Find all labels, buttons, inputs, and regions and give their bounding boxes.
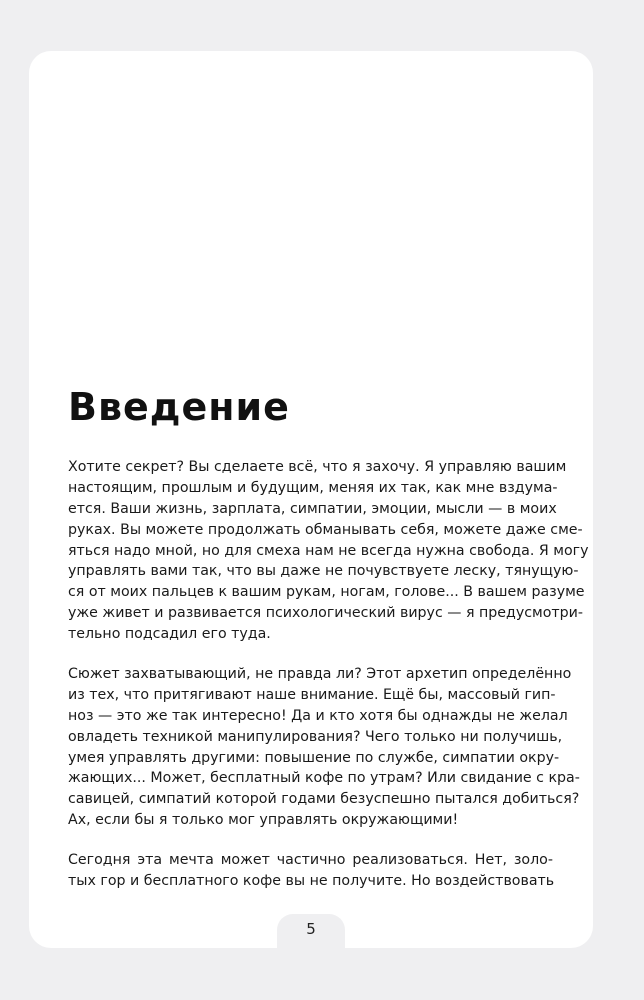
paragraph-3 xyxy=(68,850,553,892)
text-line: Сюжет захватывающий, не правда ли? Этот архетип определённо xyxy=(68,666,572,682)
text-line: тельно подсадил его туда. xyxy=(68,626,271,643)
page-number: 5 xyxy=(306,920,316,938)
text-line: Ах, если бы я только мог управлять окружающими! xyxy=(68,812,459,829)
text-line: тых гор и бесплатного кофе вы не получите. Но воздействовать xyxy=(68,872,555,889)
text-line: умея управлять другими: повышение по службе, симпатии окру- xyxy=(68,749,560,766)
paragraph-1 xyxy=(68,457,589,645)
text-line: яться надо мной, но для смеха нам не всегда нужна свобода. Я могу xyxy=(68,542,589,559)
text-line: управлять вами так, что вы даже не почувствуете леску, тянущую- xyxy=(68,563,579,580)
text-line: овладеть техникой манипулирования? Чего только ни получишь, xyxy=(68,728,563,745)
text-line: из тех, что притягивают наше внимание. Ещё бы, массовый гип- xyxy=(68,686,556,703)
text-line: савицей, симпатий которой годами безуспешно пытался добиться? xyxy=(68,791,580,808)
text-line: уже живет и развивается психологический вирус — я предусмотри- xyxy=(68,605,584,622)
book-page xyxy=(29,51,593,948)
text-line: ется. Ваши жизнь, зарплата, симпатии, эмоции, мысли — в моих xyxy=(68,500,557,517)
text-line: настоящим, прошлым и будущим, меняя их так, как мне вздума- xyxy=(68,479,558,496)
paragraph-2 xyxy=(68,664,580,831)
text-line: руках. Вы можете продолжать обманывать себя, можете даже сме- xyxy=(68,521,583,538)
text-line: Хотите секрет? Вы сделаете всё, что я захочу. Я управляю вашим xyxy=(68,459,567,475)
text-line: Сегодня эта мечта может частично реализоваться. Нет, золо- xyxy=(68,852,553,868)
text-line: ся от моих пальцев к вашим рукам, ногам, голове... В вашем разуме xyxy=(68,584,585,601)
text-line: жающих... Может, бесплатный кофе по утрам? Или свидание с кра- xyxy=(68,770,580,787)
chapter-title: Введение xyxy=(68,385,290,429)
text-line: ноз — это же так интересно! Да и кто хотя бы однажды не желал xyxy=(68,707,568,724)
